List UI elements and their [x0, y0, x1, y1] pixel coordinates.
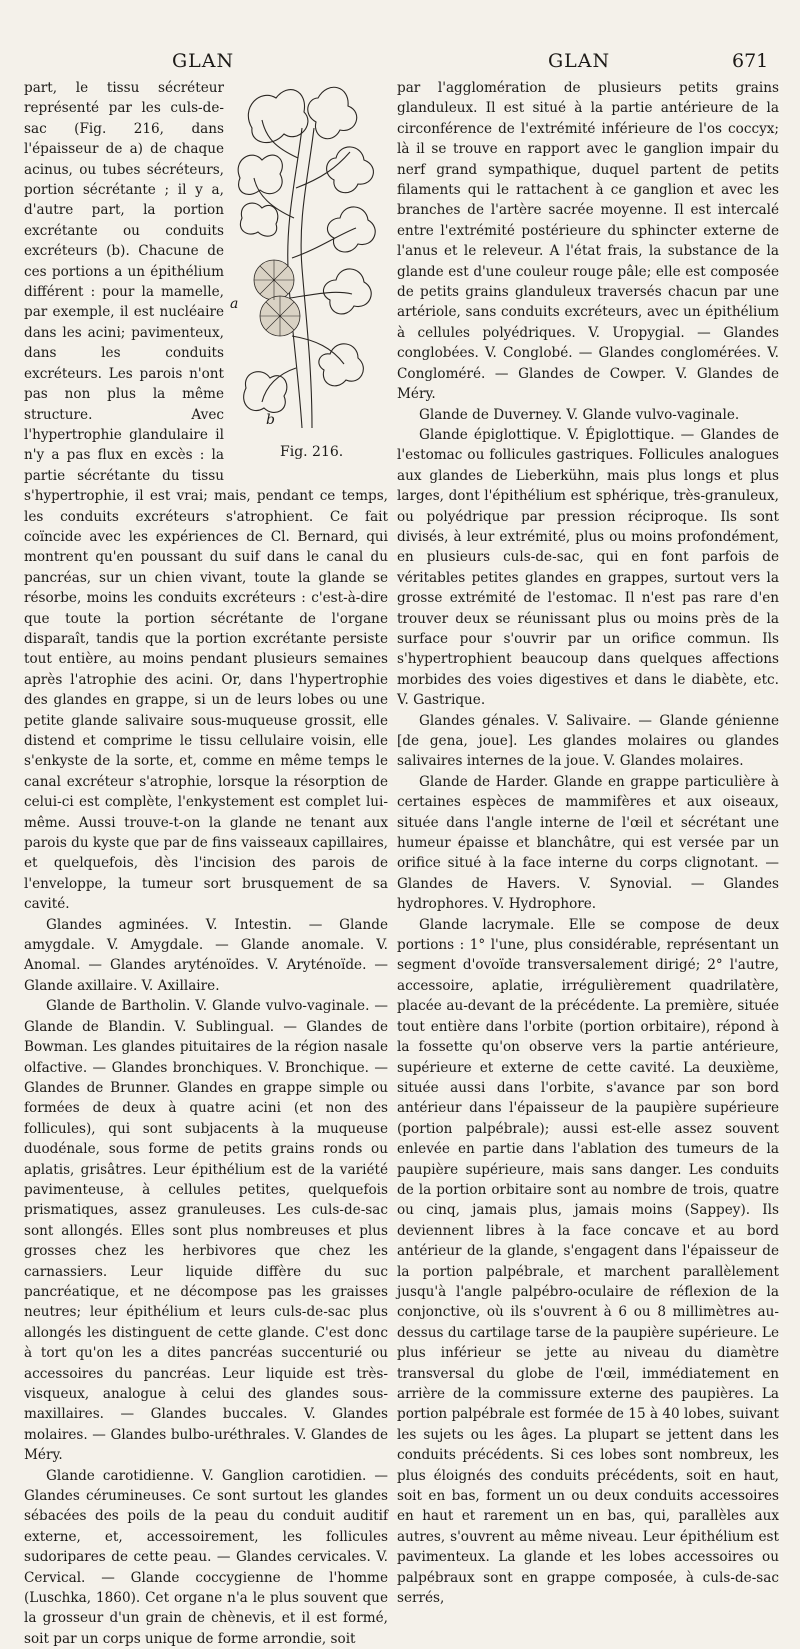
duct-trunk-2 — [301, 128, 314, 428]
entry-paragraph: Glande lacrymale. Elle se compose de deux portions : 1° l'une, plus considérable, représentant un segment d'ovoïde transversalement dirigé; 2° l'autre, accessoire, aplatie, irrégulièrement quadrilatère, placée au-devant de la précédente. La première, située tout entière dans l'orbite (portion orbitaire), répond à la fossette qu'on observe vers la partie antérieure, supérieure et externe de cette cavité. La deuxième, située aussi dans l'orbite, s'avance par son bord antérieur dans l'épaisseur de la paupière supérieure (portion palpébrale); aussi est-elle assez souvent enlevée en partie dans l'ablation des tumeurs de la paupière supérieure, mais sans danger. Les conduits de la portion orbitaire sont au nombre de trois, quatre ou cinq, jamais plus, jamais moins (Sappey). Ils deviennent libres à la face concave et au bord antérieur de la glande, s'engagent dans l'épaisseur de la portion palpébrale, et marchent parallèlement jusqu'à l'angle palpébro-oculaire de réflexion de la conjonctive, où ils s'ouvrent à 6 ou 8 millimètres au-dessus du cartilage tarse de la paupière supérieure. Le plus inférieur se jette au niveau du diamètre transversal du globe de l'œil, immédiatement en arrière de la commissure externe des paupières. La portion palpébrale est formée de 15 à 40 lobes, suivant les sujets ou les âges. La plupart se jettent dans les conduits précédents. Si ces lobes sont nombreux, les plus éloignés des conduits précédents, soit en haut, soit en bas, forment un ou deux conduits accessoires en haut et rarement un en bas, qui, parallèles aux autres, s'ouvrent au même niveau. Leur épithélium est pavimenteux. La glande et les lobes accessoires ou palpébraux sont en grappe composée, à culs-de-sac serrés, — [397, 916, 779, 1607]
entry-paragraph: Glandes agminées. V. Intestin. — Glande amygdale. V. Amygdale. — Glande anomale. V. Anomal. — Glandes aryténoïdes. V. Aryténoïde. — Glande axillaire. V. Axillaire. — [24, 916, 388, 994]
entry-paragraph: Glande de Duverney. V. Glande vulvo-vaginale. — [419, 406, 740, 423]
page-number: 671 — [732, 50, 769, 72]
right-column — [397, 78, 779, 1608]
paragraph-intro — [24, 78, 388, 915]
entry-paragraph: Glande de Harder. Glande en grappe particulière à certaines espèces de mammifères et aux oiseaux, située dans l'angle interne de l'œil et sécrétant une humeur épaisse et blanchâtre, qui est versée par un orifice situé à la face interne du corps clignotant. — Glandes de Havers. V. Synovial. — Glandes hydrophores. V. Hydrophore. — [397, 773, 779, 913]
paragraph-text: part, le tissu sécréteur représenté par les culs-de-sac (Fig. 216, dans l'épaisseur de a) de chaque acinus, ou tubes sécréteurs, portion sécrétante ; il y a, d'autre part, la portion excrétante ou conduits excréteurs (b). Chacune de ces portions a un épithélium différent : pour la mamelle, par exemple, il est nucléaire dans les acini; pavimenteux, dans les conduits excréteurs. Les parois n'ont pas non plus la même structure. Avec l'hypertrophie glandulaire il n'y a pas flux en excès : la partie sécrétante du tissu s'hypertrophie, il est vrai; mais, pendant ce temps, les conduits excréteurs s'atrophient. Ce fait coïncide avec les expériences de Cl. Bernard, qui montrent qu'en poussant du suif dans le canal du pancréas, sur un chien vivant, toute la glande se résorbe, moins les conduits excréteurs : c'est-à-dire que toute la portion sécrétante de l'organe disparaît, tandis que la portion excrétante persiste tout entière, au moins pendant plusieurs semaines après l'atrophie des acini. Or, dans l'hypertrophie des glandes en grappe, si un de leurs lobes ou une petite glande salivaire sous-muqueuse grossit, elle distend et comprime le tissu cellulaire voisin, elle s'enkyste de la sorte, et, comme en même temps le canal excréteur s'atrophie, lorsque la résorption de celui-ci est complète, l'enkystement est complet lui-même. Aussi trouve-t-on la glande ne tenant aux parois du kyste que par de fins vaisseaux capillaires, et quelquefois, dès l'incision des parois de l'enveloppe, la tumeur sort brusquement de sa cavité. — [24, 80, 388, 913]
figure-label-b: b — [266, 412, 275, 428]
entry-paragraph: Glande carotidienne. V. Ganglion carotidien. — Glandes cérumineuses. Ce sont surtout les glandes sébacées des poils de la peau du conduit auditif externe, et, accessoirement, les follicules sudoripares de cette peau. — Glandes cervicales. V. Cervical. — Glande coccygienne de l'homme (Luschka, 1860). Cet organe n'a le plus souvent que la grosseur d'un grain de chènevis, et il est formé, soit par un corps unique de forme arrondie, soit — [24, 1467, 388, 1647]
entry-paragraph: Glande épiglottique. V. Épiglottique. — Glandes de l'estomac ou follicules gastriques. Follicules analogues aux glandes de Lieberkühn, mais plus longs et plus larges, dont l'épithélium est sphérique, très-granuleux, ou polyédrique par pression réciproque. Ils sont divisés, à leur extrémité, plus ou moins profondément, en plusieurs culs-de-sac, qui en font parfois de véritables petites glandes en grappes, surtout vers la grosse extrémité de l'estomac. Il n'est pas rare d'en trouver deux se réunissant plus ou moins près de la surface pour s'ouvrir par un orifice commun. Ils s'hypertrophient beaucoup dans quelques affections morbides des voies digestives et dans le diabète, etc. V. Gastrique. — [397, 426, 779, 709]
figure-label-a: a — [230, 296, 239, 312]
gland-illustration — [232, 68, 388, 438]
left-column — [24, 78, 388, 1649]
figure-216 — [232, 68, 388, 460]
running-head-right: GLAN — [548, 50, 611, 72]
running-head-left: GLAN — [172, 50, 235, 72]
entry-paragraph: Glande de Bartholin. V. Glande vulvo-vaginale. — Glande de Blandin. V. Sublingual. — Glandes de Bowman. Les glandes pituitaires de la région nasale olfactive. — Glandes bronchiques. V. Bronchique. — Glandes de Brunner. Glandes en grappe simple ou formées de deux à quatre acini (et non des follicules), qui sont subjacents à la muqueuse duodénale, sous forme de petits grains ronds ou aplatis, grisâtres. Leur épithélium est de la variété pavimenteuse, à cellules petites, quelquefois prismatiques, assez granuleuses. Les culs-de-sac sont allongés. Elles sont plus nombreuses et plus grosses chez les herbivores que chez les carnassiers. Leur liquide diffère du suc pancréatique, et ne décompose pas les graisses neutres; leur épithélium et leurs culs-de-sac plus allongés les distinguent de cette glande. C'est donc à tort qu'on les a dites pancréas succenturié ou accessoires du pancréas. Leur liquide est très-visqueux, analogue à celui des glandes sous-maxillaires. — Glandes buccales. V. Glandes molaires. — Glandes bulbo-uréthrales. V. Glandes de Méry. — [24, 998, 388, 1464]
figure-caption: Fig. 216. — [280, 444, 344, 460]
entry-paragraph: Glandes génales. V. Salivaire. — Glande génienne [de gena, joue]. Les glandes molaires ou glandes salivaires internes de la joue. V. Glandes molaires. — [397, 712, 779, 770]
entry-paragraph: par l'agglomération de plusieurs petits grains glanduleux. Il est situé à la partie antérieure de la circonférence de l'extrémité inférieure de l'os coccyx; là il se trouve en rapport avec le ganglion impair du nerf grand sympathique, duquel partent de petits filaments qui le rattachent à ce ganglion et avec les branches de l'artère sacrée moyenne. Il est intercalé entre l'extrémité postérieure du sphincter externe de l'anus et le releveur. A l'état frais, la substance de la glande est d'une couleur rouge pâle; elle est composée de petits grains glanduleux traversés chacun par une artériole, sans conduits excréteurs, avec un épithélium à cellules polyédriques. V. Uropygial. — Glandes conglobées. V. Conglobé. — Glandes conglomérées. V. Congloméré. — Glandes de Cowper. V. Glandes de Méry. — [397, 80, 779, 403]
